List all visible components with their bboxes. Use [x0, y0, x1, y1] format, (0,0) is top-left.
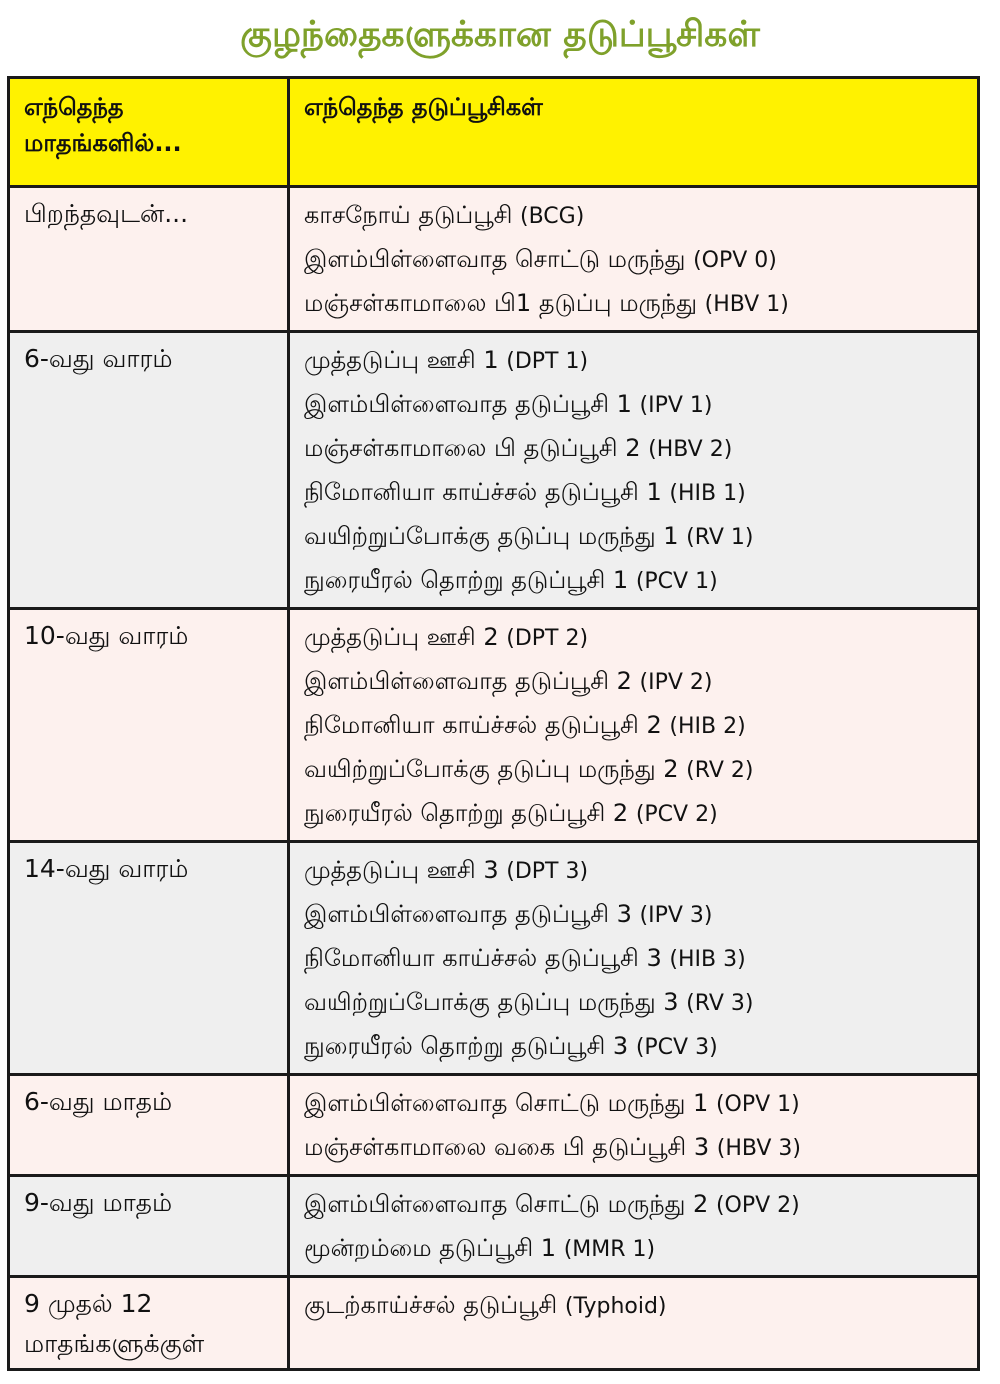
vaccine-code: (OPV 0) [693, 248, 777, 273]
vaccines-cell [289, 187, 979, 332]
table-row [9, 1075, 979, 1176]
table-row [9, 332, 979, 609]
vaccine-code: (RV 3) [686, 991, 754, 1016]
vaccine-item [304, 1284, 963, 1328]
vaccine-name: இளம்பிள்ளைவாத சொட்டு மருந்து 1 [304, 1089, 709, 1117]
vaccine-code: (OPV 1) [715, 1092, 800, 1117]
vaccine-item [304, 792, 963, 836]
vaccine-code: (OPV 2) [715, 1193, 800, 1218]
vaccine-item [304, 981, 963, 1025]
vaccine-name: இளம்பிள்ளைவாத தடுப்பூசி 3 [304, 900, 632, 928]
vaccine-code: (BCG) [520, 204, 585, 229]
vaccine-item [304, 1183, 963, 1227]
header-period: எந்தெந்த மாதங்களில்... [9, 78, 289, 187]
period-label: 9-வது மாதம் [24, 1188, 173, 1217]
vaccine-item [304, 1082, 963, 1126]
table-row [9, 187, 979, 332]
period-label: 14-வது வாரம் [24, 854, 189, 883]
vaccine-code: (DPT 3) [506, 859, 589, 884]
vaccine-name: நிமோனியா காய்ச்சல் தடுப்பூசி 1 [304, 478, 662, 506]
vaccine-item [304, 660, 963, 704]
vaccine-code: (HBV 2) [648, 437, 733, 462]
period-cell [9, 842, 289, 1075]
vaccine-code: (PCV 3) [635, 1035, 718, 1060]
period-label: 10-வது வாரம் [24, 621, 189, 650]
vaccine-item [304, 383, 963, 427]
table-header-row [9, 78, 979, 187]
vaccine-code: (PCV 1) [635, 569, 718, 594]
vaccine-code: (IPV 3) [639, 903, 713, 928]
vaccine-name: முத்தடுப்பு ஊசி 3 [304, 856, 499, 884]
vaccine-name: இளம்பிள்ளைவாத தடுப்பூசி 1 [304, 390, 632, 418]
vaccine-name: மஞ்சள்காமாலை பி1 தடுப்பு மருந்து [304, 289, 697, 317]
vaccines-cell [289, 332, 979, 609]
vaccine-item [304, 849, 963, 893]
vaccine-name: முத்தடுப்பு ஊசி 1 [304, 346, 499, 374]
vaccine-code: (DPT 2) [506, 626, 589, 651]
vaccine-code: (MMR 1) [563, 1237, 656, 1262]
vaccine-name: நிமோனியா காய்ச்சல் தடுப்பூசி 3 [304, 944, 662, 972]
vaccine-item [304, 1227, 963, 1271]
vaccine-item [304, 238, 963, 282]
vaccine-item [304, 339, 963, 383]
vaccine-code: (IPV 1) [639, 393, 713, 418]
vaccine-name: வயிற்றுப்போக்கு தடுப்பு மருந்து 2 [304, 755, 679, 783]
vaccine-code: (HIB 3) [669, 947, 746, 972]
vaccine-item [304, 704, 963, 748]
vaccine-name: மஞ்சள்காமாலை வகை பி தடுப்பூசி 3 [304, 1133, 710, 1161]
vaccine-name: முத்தடுப்பு ஊசி 2 [304, 623, 499, 651]
period-label: 9 முதல் 12 [24, 1289, 153, 1318]
vaccine-code: (HBV 3) [716, 1136, 801, 1161]
vaccine-name: நிமோனியா காய்ச்சல் தடுப்பூசி 2 [304, 711, 662, 739]
vaccine-item [304, 559, 963, 603]
vaccine-code: (PCV 2) [635, 802, 718, 827]
vaccine-name: இளம்பிள்ளைவாத சொட்டு மருந்து [304, 245, 686, 273]
vaccine-item [304, 616, 963, 660]
vaccine-name: குடற்காய்ச்சல் தடுப்பூசி [304, 1291, 558, 1319]
vaccine-code: (Typhoid) [564, 1294, 667, 1319]
vaccine-code: (HIB 1) [669, 481, 746, 506]
vaccine-item [304, 748, 963, 792]
period-cell [9, 187, 289, 332]
vaccine-code: (DPT 1) [506, 349, 589, 374]
vaccine-name: மஞ்சள்காமாலை பி தடுப்பூசி 2 [304, 434, 641, 462]
vaccines-cell [289, 1075, 979, 1176]
period-cell [9, 1176, 289, 1277]
vaccines-cell [289, 609, 979, 842]
period-cell [9, 1277, 289, 1370]
vaccine-item [304, 427, 963, 471]
period-label: 6-வது வாரம் [24, 344, 173, 373]
page-title: குழந்தைகளுக்கான தடுப்பூசிகள் [240, 14, 760, 55]
vaccine-item [304, 893, 963, 937]
vaccine-item [304, 515, 963, 559]
table-row [9, 1176, 979, 1277]
period-cell [9, 1075, 289, 1176]
vaccine-code: (RV 1) [686, 525, 754, 550]
vaccine-name: நுரையீரல் தொற்று தடுப்பூசி 1 [304, 566, 629, 594]
vaccine-name: இளம்பிள்ளைவாத தடுப்பூசி 2 [304, 667, 632, 695]
table-row [9, 609, 979, 842]
vaccine-code: (HIB 2) [669, 714, 746, 739]
table-row [9, 842, 979, 1075]
vaccine-item [304, 194, 963, 238]
vaccines-cell [289, 1176, 979, 1277]
vaccine-name: இளம்பிள்ளைவாத சொட்டு மருந்து 2 [304, 1190, 709, 1218]
vaccine-item [304, 937, 963, 981]
vaccination-schedule-table [7, 76, 980, 1371]
period-cell [9, 609, 289, 842]
period-label: 6-வது மாதம் [24, 1087, 173, 1116]
table-row [9, 1277, 979, 1370]
period-label: மாதங்களுக்குள் [24, 1329, 205, 1358]
vaccine-code: (RV 2) [686, 758, 754, 783]
vaccine-name: வயிற்றுப்போக்கு தடுப்பு மருந்து 1 [304, 522, 679, 550]
vaccine-code: (IPV 2) [639, 670, 713, 695]
vaccine-name: மூன்றம்மை தடுப்பூசி 1 [304, 1234, 557, 1262]
vaccines-cell [289, 842, 979, 1075]
vaccine-item [304, 282, 963, 326]
vaccine-name: வயிற்றுப்போக்கு தடுப்பு மருந்து 3 [304, 988, 679, 1016]
vaccine-item [304, 471, 963, 515]
vaccine-item [304, 1126, 963, 1170]
period-label: பிறந்தவுடன்... [24, 199, 189, 228]
vaccine-name: நுரையீரல் தொற்று தடுப்பூசி 3 [304, 1032, 629, 1060]
vaccine-name: காசநோய் தடுப்பூசி [304, 201, 513, 229]
header-vaccines: எந்தெந்த தடுப்பூசிகள் [289, 78, 979, 187]
vaccine-code: (HBV 1) [704, 292, 789, 317]
vaccines-cell [289, 1277, 979, 1370]
period-cell [9, 332, 289, 609]
vaccine-item [304, 1025, 963, 1069]
vaccine-name: நுரையீரல் தொற்று தடுப்பூசி 2 [304, 799, 629, 827]
